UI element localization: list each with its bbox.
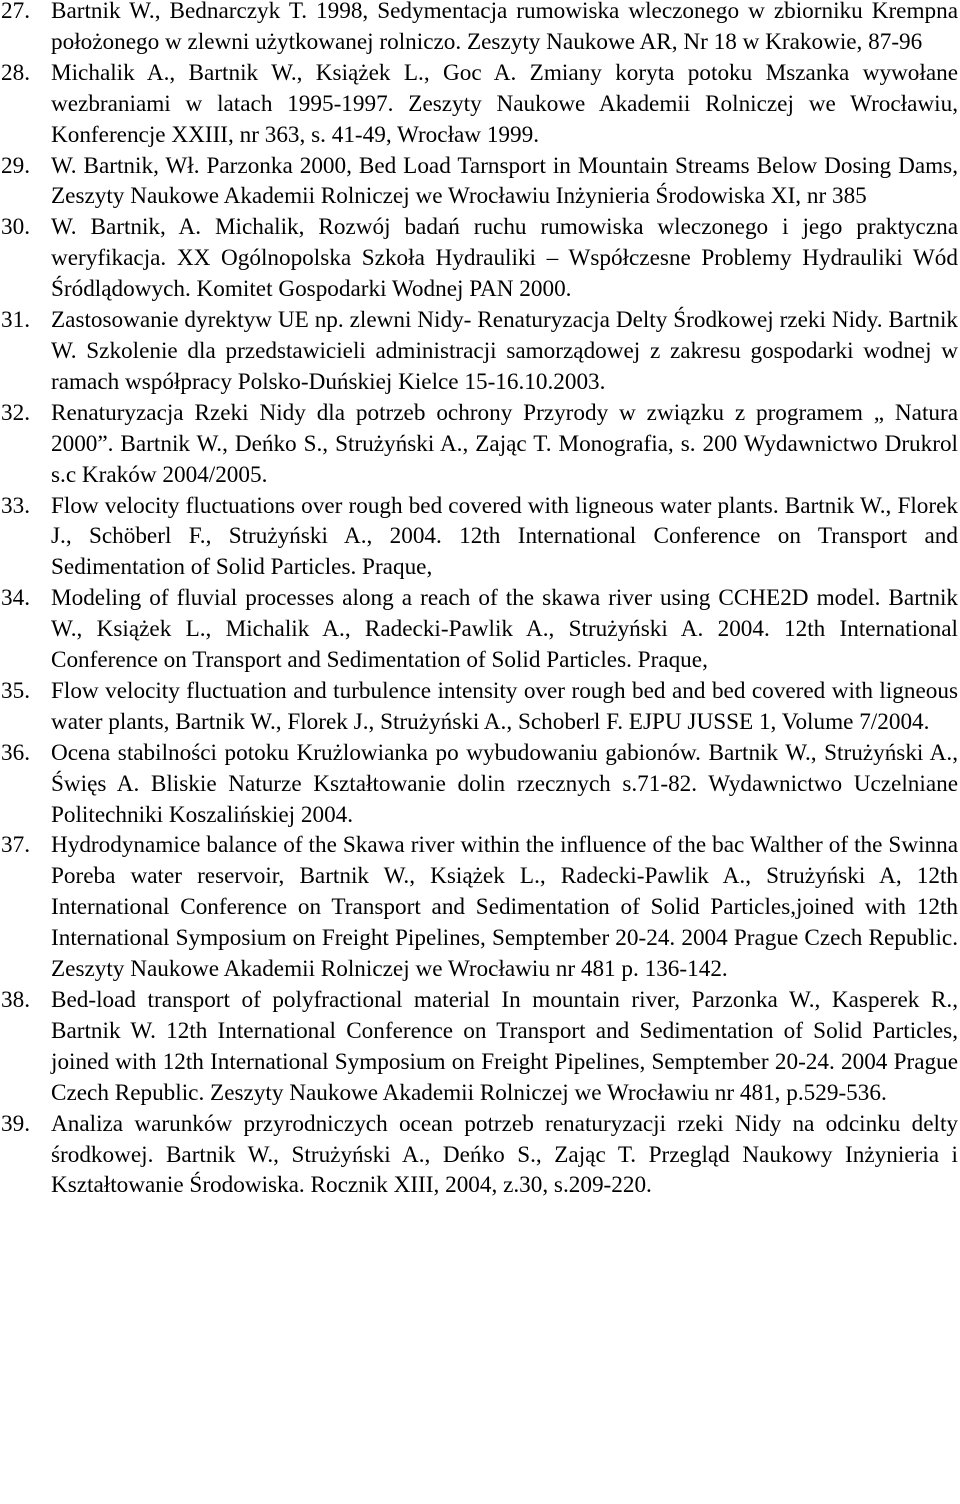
reference-number: 34. [1,585,30,612]
reference-item [0,212,958,305]
reference-text: Flow velocity fluctuations over rough bed covered with ligneous water plants. Bartnik W., Florek J., Schöberl F., Strużyński A., 2004. 12th International Conference on Transport and Sedimentation of Solid Particles. Praque, [51,492,958,581]
reference-text: Bartnik W., Bednarczyk T. 1998, Sedymentacja rumowiska wleczonego w zbiorniku Krempna położonego w zlewni użytkowanej rolniczo. Zeszyty Naukowe AR, Nr 18 w Krakowie, 87-96 [51,0,958,55]
reference-item [0,830,958,985]
reference-item [0,1109,958,1202]
reference-text: Ocena stabilności potoku Krużlowianka po wybudowaniu gabionów. Bartnik W., Strużyński A., Święs A. Bliskie Naturze Kształtowanie dolin rzecznych s.71-82. Wydawnictwo Uczelniane Politechniki Koszalińskiej 2004. [51,739,958,828]
reference-number: 37. [1,832,30,859]
reference-item [0,491,958,584]
reference-text: Zastosowanie dyrektyw UE np. zlewni Nidy- Renaturyzacja Delty Środkowej rzeki Nidy. Bartnik W. Szkolenie dla przedstawicieli administracji samorządowej z zakresu gospodarki wodnej w ramach współpracy Polsko-Duńskiej Kielce 15-16.10.2003. [51,307,958,395]
reference-item [0,305,958,398]
reference-item [0,58,958,151]
reference-item [0,738,958,831]
reference-number: 31. [1,307,30,334]
reference-number: 38. [1,987,30,1013]
reference-number: 29. [1,152,30,179]
reference-number: 39. [1,1110,30,1137]
reference-text: Michalik A., Bartnik W., Książek L., Goc A. Zmiany koryta potoku Mszanka wywołane wezbraniami w latach 1995-1997. Zeszyty Naukowe Akademii Rolniczej we Wrocławiu, Konferencje XXIII, nr 363, s. 41-49, Wrocław 1999. [51,59,958,148]
reference-text: Bed-load transport of polyfractional material In mountain river, Parzonka W., Kasperek R., Bartnik W. 12th International Conference on Transport and Sedimentation of Solid Particles, joined with 12th International Symposium on Freight Pipelines, Semptember 20-24. 2004 Prague Czech Republic. Zeszyty Naukowe Akademii Rolniczej we Wrocławiu nr 481, p.529-536. [51,987,958,1106]
reference-number: 28. [1,59,30,86]
reference-number: 30. [1,214,30,241]
reference-number: 27. [1,0,30,24]
reference-item [0,676,958,738]
reference-text: W. Bartnik, Wł. Parzonka 2000, Bed Load Tarnsport in Mountain Streams Below Dosing Dams, Zeszyty Naukowe Akademii Rolniczej we Wrocławiu Inżynieria Środowiska XI, nr 385 [51,152,958,210]
reference-number: 36. [1,739,30,766]
reference-item [0,398,958,491]
reference-text: Analiza warunków przyrodniczych ocean potrzeb renaturyzacji rzeki Nidy na odcinku delty środkowej. Bartnik W., Strużyński A., Deńko S., Zając T. Przegląd Naukowy Inżynieria i Kształtowanie Środowiska. Rocznik XIII, 2004, z.30, s.209-220. [51,1110,958,1199]
reference-text: Flow velocity fluctuation and turbulence intensity over rough bed and bed covered with ligneous water plants, Bartnik W., Florek J., Strużyński A., Schoberl F. EJPU JUSSE 1, Volume 7/2004. [51,677,958,735]
reference-text: Hydrodynamice balance of the Skawa river within the influence of the bac Walther of the Swinna Poreba water reservoir, Bartnik W., Książek L., Radecki-Pawlik A., Strużyński A, 12th International Conference on Transport and Sedimentation of Solid Particles,joined with 12th International Symposium on Freight Pipelines, Semptember 20-24. 2004 Prague Czech Republic. Zeszyty Naukowe Akademii Rolniczej we Wrocławiu nr 481 p. 136-142. [51,832,958,983]
reference-number: 32. [1,399,30,426]
reference-item [0,583,958,676]
reference-number: 33. [1,492,30,519]
reference-item [0,985,958,1109]
reference-item [0,151,958,213]
reference-item [0,0,958,58]
reference-number: 35. [1,677,30,704]
reference-text: W. Bartnik, A. Michalik, Rozwój badań ruchu rumowiska wleczonego i jego praktyczna weryfikacja. XX Ogólnopolska Szkoła Hydrauliki – Współczesne Problemy Hydrauliki Wód Śródlądowych. Komitet Gospodarki Wodnej PAN 2000. [51,214,958,303]
reference-text: Modeling of fluvial processes along a reach of the skawa river using CCHE2D model. Bartnik W., Książek L., Michalik A., Radecki-Pawlik A., Strużyński A. 2004. 12th International Conference on Transport and Sedimentation of Solid Particles. Praque, [51,585,958,674]
reference-text: Renaturyzacja Rzeki Nidy dla potrzeb ochrony Przyrody w związku z programem „ Natura 2000”. Bartnik W., Deńko S., Strużyński A., Zając T. Monografia, s. 200 Wydawnictwo Drukrol s.c Kraków 2004/2005. [51,399,958,488]
